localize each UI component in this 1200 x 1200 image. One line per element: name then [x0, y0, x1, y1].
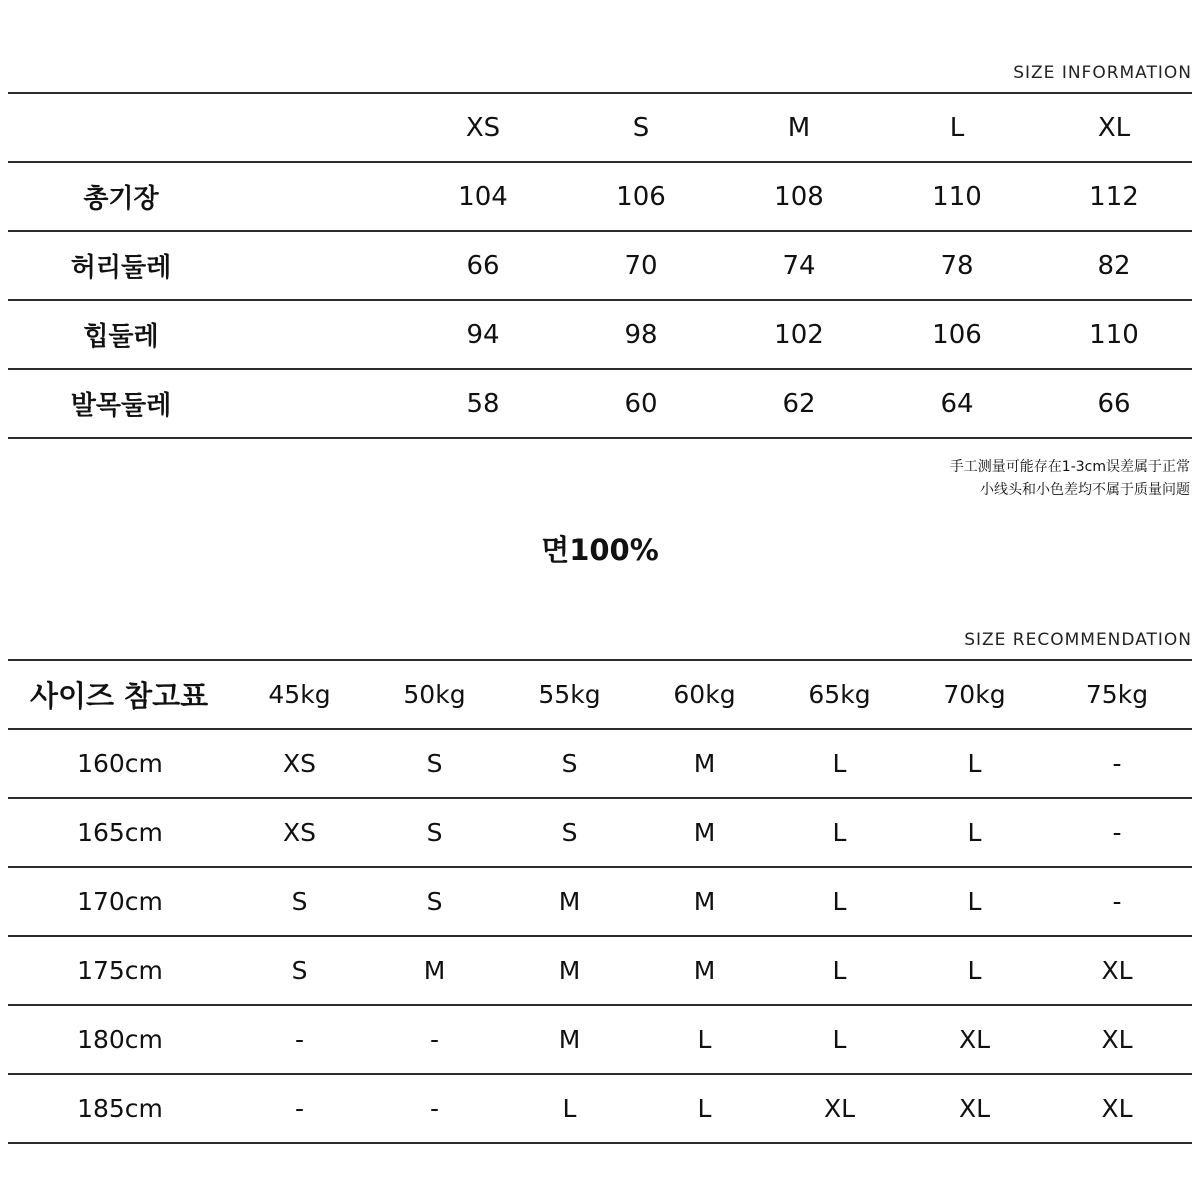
height-label: 175cm [77, 956, 163, 985]
recommended-size: M [423, 956, 446, 985]
measurement-value: 112 [1089, 181, 1139, 212]
measurement-value: 78 [940, 250, 974, 281]
recommended-size: S [426, 818, 443, 847]
height-row-185 [8, 1074, 1192, 1143]
recommended-size: S [291, 956, 308, 985]
size-header-spacer [234, 93, 404, 162]
recommended-size: L [832, 818, 847, 847]
height-label: 165cm [77, 818, 163, 847]
measurement-value: 98 [624, 319, 658, 350]
recommended-size: L [697, 1094, 712, 1123]
recommended-size: S [426, 749, 443, 778]
weight-header-row [8, 660, 1192, 729]
recommended-size: - [294, 1025, 305, 1054]
recommended-size: - [294, 1094, 305, 1123]
recommended-size: L [967, 956, 982, 985]
size-header-row [8, 93, 1192, 162]
recommended-size: M [693, 818, 716, 847]
measurement-label: 발목둘레 [70, 391, 172, 421]
recommended-size: L [832, 1025, 847, 1054]
height-row-165 [8, 798, 1192, 867]
weight-header: 50kg [403, 680, 466, 709]
size-header-s: S [632, 112, 650, 143]
size-header-m: M [787, 112, 811, 143]
height-label: 185cm [77, 1094, 163, 1123]
height-label: 160cm [77, 749, 163, 778]
recommended-size: L [967, 887, 982, 916]
measurement-row-waist [8, 231, 1192, 300]
recommended-size: - [429, 1094, 440, 1123]
measurement-value: 106 [932, 319, 982, 350]
height-label: 170cm [77, 887, 163, 916]
measurement-value: 66 [1097, 388, 1131, 419]
recommended-size: S [561, 749, 578, 778]
height-row-170 [8, 867, 1192, 936]
measurement-row-ankle [8, 369, 1192, 438]
measurement-label: 힙둘레 [83, 322, 159, 352]
recommended-size: S [426, 887, 443, 916]
size-header-xs: XS [465, 112, 501, 143]
note-line-1: 手工测量可能存在1-3cm误差属于正常 [949, 459, 1190, 475]
measurement-value: 94 [466, 319, 500, 350]
measurement-value: 58 [466, 388, 500, 419]
measurement-value: 82 [1097, 250, 1131, 281]
recommended-size: - [429, 1025, 440, 1054]
recommended-size: L [562, 1094, 577, 1123]
recommended-size: XL [1101, 1025, 1133, 1054]
measurement-value: 106 [616, 181, 666, 212]
measurement-value: 70 [624, 250, 658, 281]
size-recommendation-table [8, 659, 1192, 1144]
measurement-value: 110 [1089, 319, 1139, 350]
size-header-corner [8, 93, 234, 162]
recommended-size: L [832, 887, 847, 916]
measurement-value: 66 [466, 250, 500, 281]
recommended-size: M [558, 887, 581, 916]
measurement-label: 총기장 [83, 184, 159, 214]
recommended-size: XS [283, 749, 316, 778]
measurement-value: 104 [458, 181, 508, 212]
measurement-value: 74 [782, 250, 816, 281]
recommended-size: M [693, 956, 716, 985]
recommended-size: XL [958, 1025, 991, 1054]
measurement-row-total-length [8, 162, 1192, 231]
recommended-size: - [1112, 887, 1122, 916]
height-row-180 [8, 1005, 1192, 1074]
weight-header: 55kg [538, 680, 601, 709]
recommended-size: S [561, 818, 578, 847]
size-header-l: L [949, 112, 965, 143]
weight-header: 70kg [943, 680, 1006, 709]
recommended-size: - [1112, 818, 1122, 847]
recommended-size: M [693, 749, 716, 778]
recommended-size: S [291, 887, 308, 916]
height-row-175 [8, 936, 1192, 1005]
size-chart-label: 사이즈 참고표 [30, 679, 209, 713]
measurement-value: 62 [782, 388, 816, 419]
recommended-size: XL [823, 1094, 856, 1123]
recommended-size: XL [1101, 1094, 1133, 1123]
recommended-size: XS [283, 818, 316, 847]
recommended-size: XL [958, 1094, 991, 1123]
measurement-value: 110 [932, 181, 982, 212]
recommended-size: XL [1101, 956, 1133, 985]
size-recommendation-title: SIZE RECOMMENDATION [964, 630, 1192, 650]
weight-header: 45kg [268, 680, 331, 709]
measurement-note [950, 456, 1190, 502]
recommended-size: L [832, 749, 847, 778]
recommended-size: L [697, 1025, 712, 1054]
measurement-value: 60 [624, 388, 658, 419]
measurement-row-hip [8, 300, 1192, 369]
recommended-size: M [558, 1025, 581, 1054]
weight-header: 60kg [673, 680, 736, 709]
recommended-size: L [832, 956, 847, 985]
height-row-160 [8, 729, 1192, 798]
weight-header: 75kg [1085, 680, 1149, 709]
size-information-title: SIZE INFORMATION [1013, 63, 1192, 83]
size-header-xl: XL [1097, 112, 1131, 143]
size-information-table [8, 92, 1192, 439]
recommended-size: M [558, 956, 581, 985]
measurement-value: 64 [940, 388, 974, 419]
material-composition: 면100% [541, 533, 659, 567]
measurement-value: 102 [774, 319, 824, 350]
recommended-size: L [967, 749, 982, 778]
note-line-2: 小线头和小色差均不属于质量问题 [980, 482, 1190, 498]
recommended-size: - [1112, 749, 1122, 778]
measurement-label: 허리둘레 [70, 253, 172, 283]
measurement-value: 108 [774, 181, 824, 212]
height-label: 180cm [77, 1025, 163, 1054]
recommended-size: L [967, 818, 982, 847]
weight-header: 65kg [808, 680, 871, 709]
recommended-size: M [693, 887, 716, 916]
